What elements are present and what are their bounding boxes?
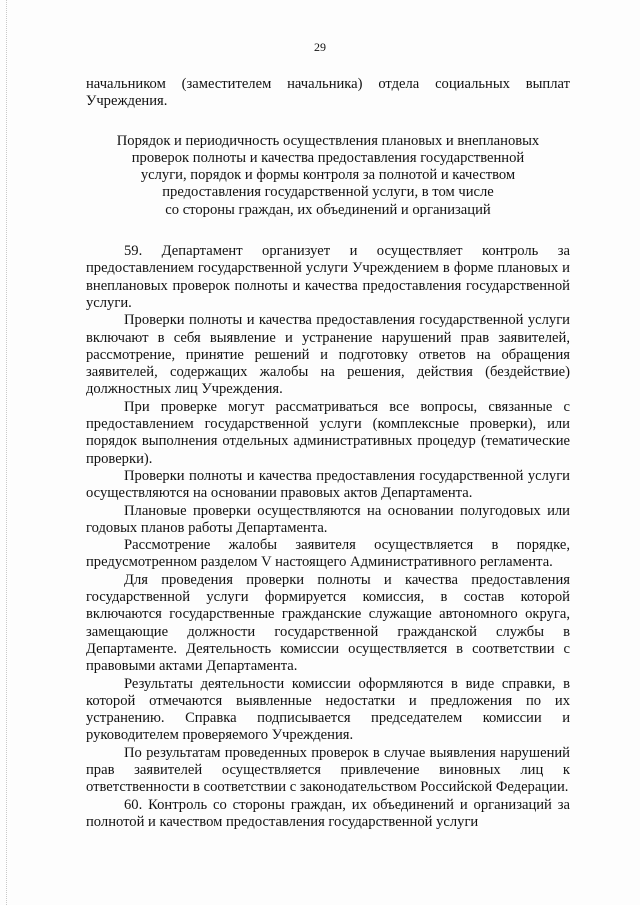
paragraph: Для проведения проверки полноты и качества предоставления государственной услуги формируется комиссия, в состав которой включаются государственные гражданские служащие автономного округа, замещающие должности государственной гражданской службы в Департаменте. Деятельность комиссии осуществляется в соответствии с правовыми актами Департамента. [86,571,570,675]
paragraph-60: 60. Контроль со стороны граждан, их объединений и организаций за полнотой и качеством предоставления государственной услуги [86,796,570,830]
heading-line: услуги, порядок и формы контроля за полнотой и качеством [140,167,516,184]
lead-paragraph: начальником (заместителем начальника) отдела социальных выплат Учреждения. [86,76,570,110]
paragraph: Проверки полноты и качества предоставления государственной услуги осуществляются на основании правовых актов Департамента. [86,467,570,502]
paragraph: Рассмотрение жалобы заявителя осуществляется в порядке, предусмотренном разделом V настоящего Административного регламента. [86,537,570,571]
section-heading [86,133,570,219]
paragraph: По результатам проведенных проверок в случае выявления нарушений прав заявителей осуществляется привлечение виновных лиц к ответственности в соответствии с законодательством Российской Федерации. [86,744,570,796]
paragraph: При проверке могут рассматриваться все вопросы, связанные с предоставлением государственной услуги (комплексные проверки), или порядок выполнения отдельных административных процедур (тематические проверки). [86,398,570,467]
heading-line: со стороны граждан, их объединений и организаций [165,201,491,218]
heading-line: проверок полноты и качества предоставления государственной [131,149,525,166]
paragraph: Проверки полноты и качества предоставления государственной услуги включают в себя выявление и устранение нарушений прав заявителей, рассмотрение, принятие решений и подготовку ответов на обращения заявителей, содержащих жалобы на решения, действия (бездействие) должностных лиц Учреждения. [86,312,570,398]
paragraph: Результаты деятельности комиссии оформляются в виде справки, в которой отмечаются выявленные недостатки и предложения по их устранению. Справка подписывается председателем комиссии и руководителем проверяемого Учреждения. [86,675,570,744]
heading-line: предоставления государственной услуги, в том числе [162,184,494,201]
paragraph-59: 59. Департамент организует и осуществляет контроль за предоставлением государственной услуги Учреждением в форме плановых и внеплановых проверок полноты и качества предоставления государственной услуги. [86,243,570,311]
heading-line: Порядок и периодичность осуществления плановых и внеплановых [116,132,540,149]
paragraph: Плановые проверки осуществляются на основании полугодовых или годовых планов работы Департамента. [86,502,570,536]
scan-edge-dots [6,0,8,905]
document-body [86,76,570,831]
page-number: 29 [314,40,326,54]
